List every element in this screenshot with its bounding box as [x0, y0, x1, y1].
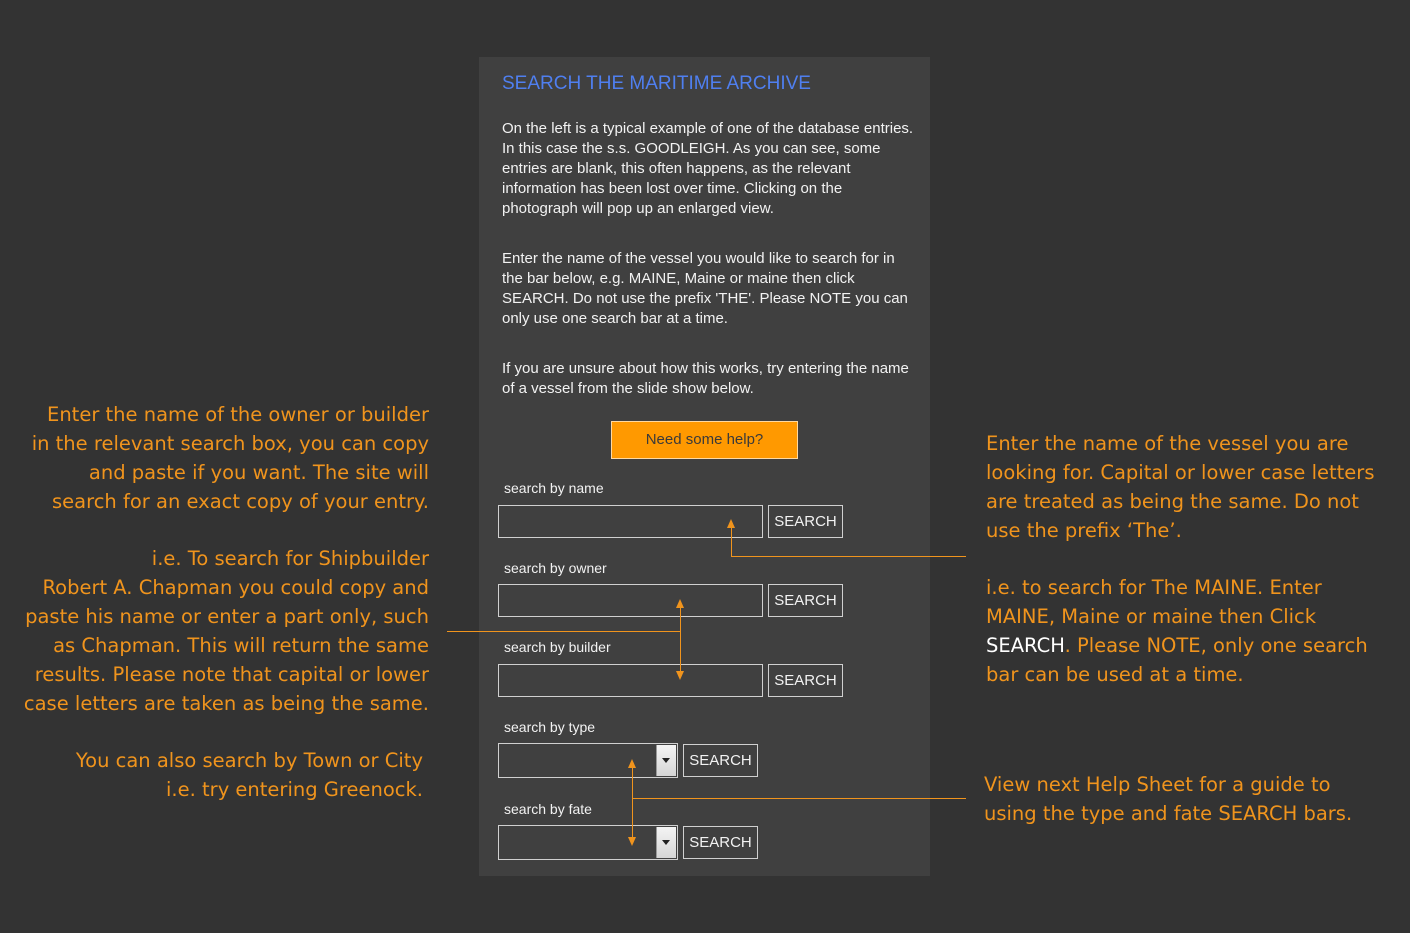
chevron-down-icon[interactable]	[656, 745, 676, 776]
chevron-down-icon[interactable]	[656, 827, 676, 858]
search-by-fate-label: search by fate	[504, 801, 592, 817]
connector-line	[447, 631, 681, 632]
connector-line	[632, 767, 633, 838]
search-by-builder-input[interactable]	[498, 664, 763, 697]
search-by-type-button[interactable]: SEARCH	[683, 744, 758, 777]
help-sheet-note: View next Help Sheet for a guide to using the type and fate SEARCH bars.	[984, 773, 1353, 825]
search-by-owner-button[interactable]: SEARCH	[768, 584, 843, 617]
arrow-up-icon	[628, 759, 636, 768]
town-city-note: You can also search by Town or City i.e. try entering Greenock.	[75, 749, 423, 801]
search-by-builder-button[interactable]: SEARCH	[768, 664, 843, 697]
search-by-type-label: search by type	[504, 719, 596, 735]
search-by-owner-label: search by owner	[504, 560, 607, 576]
need-help-button[interactable]: Need some help?	[611, 421, 798, 459]
connector-line	[731, 556, 966, 557]
arrow-down-icon	[628, 837, 636, 846]
maine-example-note: i.e. to search for The MAINE. Enter MAINE, Maine or maine then Click SEARCH. Please NOTE, only one search bar can be used at a time.	[986, 576, 1368, 686]
connector-line	[632, 798, 966, 799]
arrow-up-icon	[727, 519, 735, 528]
vessel-name-note: Enter the name of the vessel you are looking for. Capital or lower case letters are treated as being the same. Do not use the prefix ‘The’.	[986, 432, 1375, 542]
search-by-builder-label: search by builder	[504, 639, 611, 655]
slideshow-paragraph: If you are unsure about how this works, try entering the name of a vessel from the slide show below.	[502, 360, 909, 397]
connector-line	[731, 527, 732, 557]
search-by-name-label: search by name	[504, 480, 604, 496]
search-by-fate-select[interactable]	[498, 825, 678, 860]
search-by-name-input[interactable]	[498, 505, 763, 538]
search-panel	[479, 57, 930, 876]
arrow-up-icon	[676, 599, 684, 608]
panel-title: SEARCH THE MARITIME ARCHIVE	[502, 73, 811, 94]
search-by-fate-button[interactable]: SEARCH	[683, 826, 758, 859]
search-highlight: SEARCH	[986, 634, 1065, 657]
search-by-owner-input[interactable]	[498, 584, 763, 617]
search-by-name-button[interactable]: SEARCH	[768, 505, 843, 538]
instructions-paragraph: Enter the name of the vessel you would like to search for in the bar below, e.g. MAINE, Maine or maine then click SEARCH. Do not use the prefix 'THE'. Please NOTE you can only use one search bar at a time.	[502, 250, 908, 327]
intro-paragraph: On the left is a typical example of one of the database entries. In this case the s.s. GOODLEIGH. As you can see, some entries are blank, this often happens, as the relevant information has been lost over time. Clicking on the photograph will pop up an enlarged view.	[502, 120, 914, 217]
connector-line	[680, 606, 681, 672]
search-by-type-select[interactable]	[498, 743, 678, 778]
owner-builder-note: Enter the name of the owner or builder in the relevant search box, you can copy and paste if you want. The site will search for an exact copy of your entry.	[31, 403, 429, 513]
arrow-down-icon	[676, 671, 684, 680]
shipbuilder-example-note: i.e. To search for Shipbuilder Robert A. Chapman you could copy and paste his name or enter a part only, such as Chapman. This will return the same results. Please note that capital or lower case letters are taken as being the same.	[23, 547, 429, 715]
